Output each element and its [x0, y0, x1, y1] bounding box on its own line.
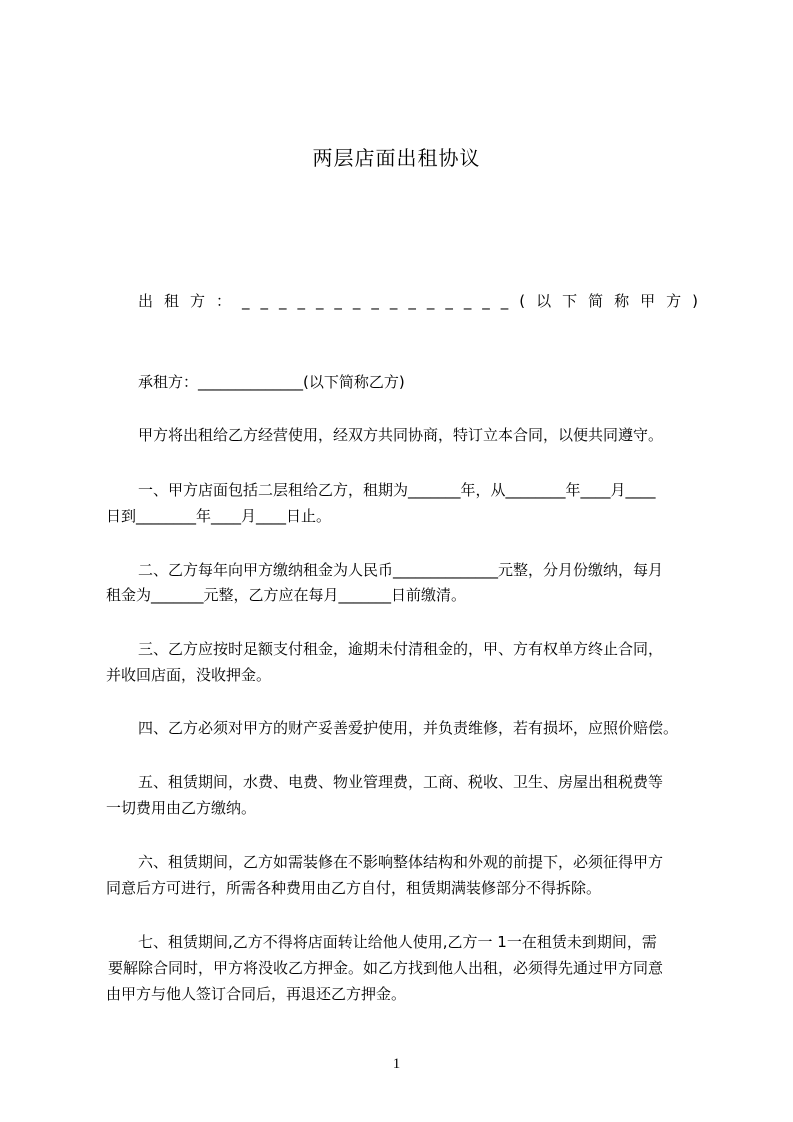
clause-6-line-2: 同意后方可进行，所需各种费用由乙方自付，租赁期满装修部分不得拆除。	[106, 879, 602, 897]
clause-7-line-2: 要解除合同时，甲方将没收乙方押金。如乙方找到他人出租，必须得先通过甲方同意	[108, 959, 664, 977]
lessor-line	[138, 290, 698, 312]
lessor-char: 租	[164, 292, 180, 310]
lessor-char: 方	[190, 292, 206, 310]
lessor-char: 称	[614, 292, 630, 310]
clause-2-line-2: 租金为_______元整，乙方应在每月_______日前缴清。	[106, 586, 467, 604]
lessor-char: _	[278, 292, 287, 310]
clause-4-line-1: 四、乙方必须对甲方的财产妥善爱护使用，并负责维修，若有损坏，应照价赔偿。	[138, 719, 679, 737]
lessor-char: _	[389, 292, 398, 310]
clause-7-line-3: 由甲方与他人签订合同后，再退还乙方押金。	[106, 985, 407, 1003]
clause-6-line-1: 六、租赁期间，乙方如需装修在不影响整体结构和外观的前提下，必须征得甲方	[138, 853, 664, 871]
document-title: 两层店面出租协议	[312, 146, 481, 170]
clause-2-line-1: 二、乙方每年向甲方缴纳租金为人民币______________元整，分月份缴纳，每月	[138, 561, 664, 579]
clause-3-line-1: 三、乙方应按时足额支付租金，逾期未付清租金的，甲、方有权单方终止合同，	[138, 640, 664, 658]
lessor-char: _	[315, 292, 324, 310]
lessor-char: _	[371, 292, 379, 310]
lessor-char: _	[334, 292, 342, 310]
clause-5-line-2: 一切费用由乙方缴纳。	[106, 799, 257, 817]
lessor-char: _	[500, 292, 509, 310]
lessor-char: _	[352, 292, 361, 310]
lessor-char: _	[426, 292, 435, 310]
lessor-char: 以	[536, 292, 552, 310]
page-number: 1	[392, 1056, 401, 1072]
lessor-char: _	[260, 292, 268, 310]
lessor-char: _	[482, 292, 490, 310]
lessor-char: _	[242, 292, 250, 310]
lessor-char: 方	[666, 292, 682, 310]
lessor-char: _	[445, 292, 453, 310]
clause-7-line-1: 七、租赁期间,乙方不得将店面转让给他人使用,乙方一 1一在租赁未到期间，需	[138, 933, 657, 951]
lessee-line: 承租方：______________(以下简称乙方)	[138, 373, 405, 391]
lessor-char: _	[297, 292, 305, 310]
lessor-char: _	[408, 292, 416, 310]
lessor-char: 甲	[640, 292, 656, 310]
lessor-char: 出	[138, 292, 154, 310]
intro-paragraph: 甲方将出租给乙方经营使用，经双方共同协商，特订立本合同，以便共同遵守。	[138, 426, 664, 444]
lessor-char: (	[519, 292, 526, 310]
lessor-char: ：	[216, 292, 232, 310]
clause-3-line-2: 并收回店面，没收押金。	[106, 666, 272, 684]
lessor-char: _	[463, 292, 472, 310]
lessor-char: 简	[588, 292, 604, 310]
clause-5-line-1: 五、租赁期间，水费、电费、物业管理费，工商、税收、卫生、房屋出租税费等	[138, 773, 664, 791]
lessor-char: )	[692, 292, 698, 310]
lessor-char: 下	[562, 292, 578, 310]
clause-1-line-2: 日到________年____月____日止。	[106, 507, 332, 525]
clause-1-line-1: 一、甲方店面包括二层租给乙方，租期为_______年，从________年____月____	[138, 481, 656, 499]
